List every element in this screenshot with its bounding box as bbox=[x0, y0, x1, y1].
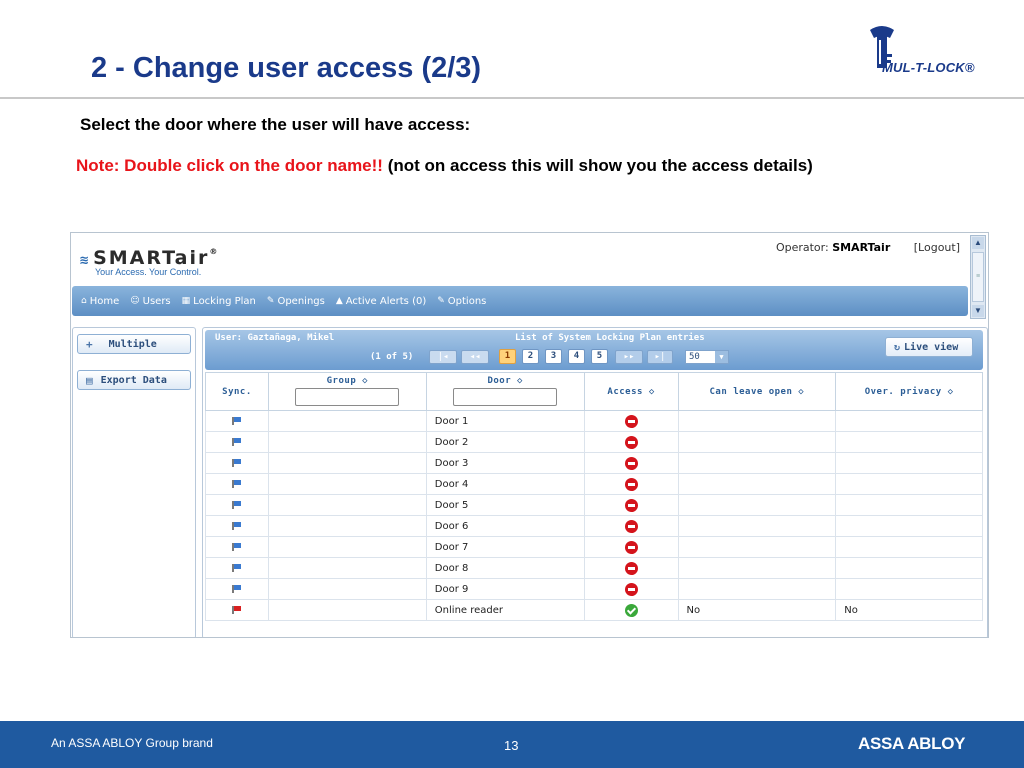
can-leave-open-cell: No bbox=[678, 600, 836, 621]
col-group-label: Group ◇ bbox=[326, 376, 369, 386]
can-leave-open-cell bbox=[678, 453, 836, 474]
smartair-app-window bbox=[70, 232, 989, 638]
logout-link[interactable]: [Logout] bbox=[913, 241, 960, 254]
scroll-down-icon[interactable]: ▼ bbox=[972, 305, 984, 317]
group-cell bbox=[268, 474, 426, 495]
page-5-button[interactable]: 5 bbox=[591, 349, 608, 364]
locking-plan-panel bbox=[202, 327, 988, 638]
table-row[interactable] bbox=[206, 411, 983, 432]
access-denied-icon[interactable] bbox=[625, 415, 638, 428]
door-filter-input[interactable] bbox=[453, 388, 557, 406]
nav-item-options[interactable] bbox=[437, 296, 486, 307]
refresh-icon: ↻ bbox=[894, 341, 901, 353]
nav-item-label: Openings bbox=[277, 295, 325, 307]
page-3-button[interactable]: 3 bbox=[545, 349, 562, 364]
over-privacy-cell bbox=[836, 579, 983, 600]
operator-name: SMARTair bbox=[832, 241, 891, 254]
scroll-thumb[interactable]: ≡ bbox=[972, 252, 984, 302]
table-row[interactable] bbox=[206, 537, 983, 558]
sync-flag-icon bbox=[232, 501, 241, 508]
sync-cell bbox=[206, 453, 269, 474]
group-cell bbox=[268, 558, 426, 579]
sync-cell bbox=[206, 495, 269, 516]
can-leave-open-cell bbox=[678, 495, 836, 516]
over-privacy-cell bbox=[836, 516, 983, 537]
page-2-button[interactable]: 2 bbox=[522, 349, 539, 364]
export-data-label: Export Data bbox=[100, 374, 167, 386]
door-cell[interactable]: Door 5 bbox=[426, 495, 584, 516]
chevron-down-icon: ▼ bbox=[715, 351, 728, 363]
home-icon: ⌂ bbox=[81, 296, 87, 306]
multiple-button-label: Multiple bbox=[108, 338, 157, 350]
vertical-scrollbar[interactable] bbox=[970, 235, 986, 319]
group-cell bbox=[268, 495, 426, 516]
selected-user: User: Gaztañaga, Mikel bbox=[215, 333, 335, 343]
sync-flag-icon bbox=[232, 543, 241, 550]
sync-flag-icon bbox=[232, 480, 241, 487]
door-cell[interactable]: Door 7 bbox=[426, 537, 584, 558]
user-icon: ☺ bbox=[130, 296, 140, 306]
sync-flag-icon bbox=[232, 438, 241, 445]
access-denied-icon[interactable] bbox=[625, 562, 638, 575]
can-leave-open-cell bbox=[678, 432, 836, 453]
group-cell bbox=[268, 537, 426, 558]
over-privacy-cell bbox=[836, 537, 983, 558]
panel-title: List of System Locking Plan entries bbox=[515, 333, 705, 343]
note-text bbox=[76, 156, 813, 176]
nav-item-label: Active Alerts (0) bbox=[345, 295, 427, 307]
access-cell[interactable] bbox=[584, 579, 678, 600]
group-cell bbox=[268, 600, 426, 621]
grid-icon: ▦ bbox=[181, 296, 191, 306]
operator-label: Operator: bbox=[775, 241, 829, 254]
sync-flag-icon bbox=[232, 459, 241, 466]
smartair-logo bbox=[79, 247, 217, 277]
can-leave-open-cell bbox=[678, 516, 836, 537]
nav-item-openings[interactable] bbox=[267, 296, 325, 307]
slide-page-number: 13 bbox=[504, 738, 519, 753]
nav-item-label: Users bbox=[142, 295, 171, 307]
col-group[interactable] bbox=[268, 373, 426, 411]
door-cell[interactable]: Door 8 bbox=[426, 558, 584, 579]
group-cell bbox=[268, 579, 426, 600]
access-cell[interactable] bbox=[584, 537, 678, 558]
footer-brand-text: An ASSA ABLOY Group brand bbox=[51, 736, 213, 750]
sync-cell bbox=[206, 474, 269, 495]
table-row[interactable] bbox=[206, 516, 983, 537]
wrench-icon: ✎ bbox=[437, 296, 445, 306]
col-access[interactable]: Access ◇ bbox=[584, 373, 678, 411]
access-denied-icon[interactable] bbox=[625, 583, 638, 596]
over-privacy-cell bbox=[836, 432, 983, 453]
nav-item-home[interactable] bbox=[81, 296, 119, 307]
access-cell[interactable] bbox=[584, 516, 678, 537]
table-row[interactable] bbox=[206, 474, 983, 495]
assa-abloy-logo: ASSA ABLOY bbox=[858, 734, 966, 753]
access-cell[interactable] bbox=[584, 600, 678, 621]
scroll-up-icon[interactable]: ▲ bbox=[972, 237, 984, 249]
access-denied-icon[interactable] bbox=[625, 457, 638, 470]
door-cell[interactable]: Online reader bbox=[426, 600, 584, 621]
sync-flag-icon bbox=[232, 417, 241, 424]
slide-title: 2 - Change user access (2/3) bbox=[91, 52, 482, 84]
last-page-icon[interactable]: ▸| bbox=[647, 350, 673, 364]
live-view-button[interactable] bbox=[885, 337, 973, 357]
over-privacy-cell: No bbox=[836, 600, 983, 621]
access-cell[interactable] bbox=[584, 474, 678, 495]
door-cell[interactable]: Door 3 bbox=[426, 453, 584, 474]
over-privacy-cell bbox=[836, 453, 983, 474]
sync-flag-icon bbox=[232, 564, 241, 571]
group-filter-input[interactable] bbox=[295, 388, 399, 406]
col-door[interactable] bbox=[426, 373, 584, 411]
sync-cell bbox=[206, 516, 269, 537]
access-cell[interactable] bbox=[584, 453, 678, 474]
access-cell[interactable] bbox=[584, 558, 678, 579]
nav-item-label: Home bbox=[89, 295, 120, 307]
can-leave-open-cell bbox=[678, 537, 836, 558]
nav-item-locking-plan[interactable] bbox=[182, 296, 256, 307]
door-cell[interactable]: Door 6 bbox=[426, 516, 584, 537]
access-denied-icon[interactable] bbox=[625, 520, 638, 533]
group-cell bbox=[268, 411, 426, 432]
table-header-row bbox=[206, 373, 983, 411]
title-divider bbox=[0, 97, 1024, 99]
group-cell bbox=[268, 453, 426, 474]
over-privacy-cell bbox=[836, 474, 983, 495]
sync-cell bbox=[206, 411, 269, 432]
mul-t-lock-wordmark: MUL-T-LOCK® bbox=[882, 60, 975, 75]
table-row[interactable] bbox=[206, 600, 983, 621]
over-privacy-cell bbox=[836, 411, 983, 432]
operator-info bbox=[776, 241, 960, 254]
note-warning: Note: Double click on the door name!! bbox=[76, 156, 383, 175]
nav-item-active-alerts-0[interactable] bbox=[336, 296, 426, 307]
access-denied-icon[interactable] bbox=[625, 541, 638, 554]
access-denied-icon[interactable] bbox=[625, 478, 638, 491]
sync-cell bbox=[206, 558, 269, 579]
page-info: (1 of 5) bbox=[370, 352, 414, 362]
panel-header bbox=[205, 330, 983, 370]
nav-item-users[interactable] bbox=[130, 296, 170, 307]
multiple-button[interactable] bbox=[77, 334, 191, 354]
group-cell bbox=[268, 516, 426, 537]
locking-plan-table bbox=[205, 372, 983, 621]
instruction-text: Select the door where the user will have access: bbox=[80, 115, 471, 134]
col-sync[interactable]: Sync. bbox=[206, 373, 269, 411]
prev-page-icon[interactable]: ◂◂ bbox=[461, 350, 489, 364]
sync-cell bbox=[206, 432, 269, 453]
can-leave-open-cell bbox=[678, 579, 836, 600]
plus-icon: + bbox=[86, 337, 93, 351]
signal-icon: ≋ bbox=[79, 253, 92, 267]
sync-cell bbox=[206, 537, 269, 558]
access-denied-icon[interactable] bbox=[625, 436, 638, 449]
sync-flag-icon bbox=[232, 522, 241, 529]
next-page-icon[interactable]: ▸▸ bbox=[615, 350, 643, 364]
col-over-privacy[interactable]: Over. privacy ◇ bbox=[836, 373, 983, 411]
can-leave-open-cell bbox=[678, 474, 836, 495]
wrench-icon: ✎ bbox=[266, 296, 275, 306]
access-cell[interactable] bbox=[584, 495, 678, 516]
registered-mark: ® bbox=[209, 247, 218, 256]
col-can-leave-open[interactable]: Can leave open ◇ bbox=[678, 373, 836, 411]
door-cell[interactable]: Door 1 bbox=[426, 411, 584, 432]
sync-flag-icon bbox=[232, 585, 241, 592]
sidebar bbox=[72, 327, 196, 638]
note-detail: (not on access this will show you the access details) bbox=[382, 156, 813, 175]
page-size-select[interactable] bbox=[685, 350, 729, 364]
slide-footer bbox=[0, 721, 1024, 768]
export-icon: ▤ bbox=[86, 373, 93, 387]
sync-cell bbox=[206, 600, 269, 621]
smartair-tagline: Your Access. Your Control. bbox=[95, 267, 202, 277]
nav-item-label: Options bbox=[447, 295, 487, 307]
live-view-label: Live view bbox=[904, 341, 959, 353]
access-cell[interactable] bbox=[584, 411, 678, 432]
table-row[interactable] bbox=[206, 579, 983, 600]
can-leave-open-cell bbox=[678, 411, 836, 432]
can-leave-open-cell bbox=[678, 558, 836, 579]
export-data-button[interactable] bbox=[77, 370, 191, 390]
access-denied-icon[interactable] bbox=[625, 499, 638, 512]
over-privacy-cell bbox=[836, 558, 983, 579]
access-cell[interactable] bbox=[584, 432, 678, 453]
smartair-wordmark: SMARTair bbox=[93, 247, 210, 269]
table-row[interactable] bbox=[206, 432, 983, 453]
mul-t-lock-logo bbox=[862, 24, 1002, 80]
sync-cell bbox=[206, 579, 269, 600]
table-row[interactable] bbox=[206, 495, 983, 516]
sync-pending-flag-icon bbox=[232, 606, 241, 613]
alert-icon: ▲ bbox=[335, 296, 343, 306]
page-1-button[interactable]: 1 bbox=[499, 349, 516, 364]
page-4-button[interactable]: 4 bbox=[568, 349, 585, 364]
group-cell bbox=[268, 432, 426, 453]
page-size-value: 50 bbox=[689, 352, 700, 362]
col-door-label: Door ◇ bbox=[487, 376, 523, 386]
table-row[interactable] bbox=[206, 558, 983, 579]
first-page-icon[interactable]: |◂ bbox=[429, 350, 457, 364]
over-privacy-cell bbox=[836, 495, 983, 516]
door-cell[interactable]: Door 2 bbox=[426, 432, 584, 453]
table-row[interactable] bbox=[206, 453, 983, 474]
nav-item-label: Locking Plan bbox=[193, 295, 256, 307]
access-granted-icon[interactable] bbox=[625, 604, 638, 617]
main-nav bbox=[72, 286, 968, 316]
door-cell[interactable]: Door 9 bbox=[426, 579, 584, 600]
door-cell[interactable]: Door 4 bbox=[426, 474, 584, 495]
